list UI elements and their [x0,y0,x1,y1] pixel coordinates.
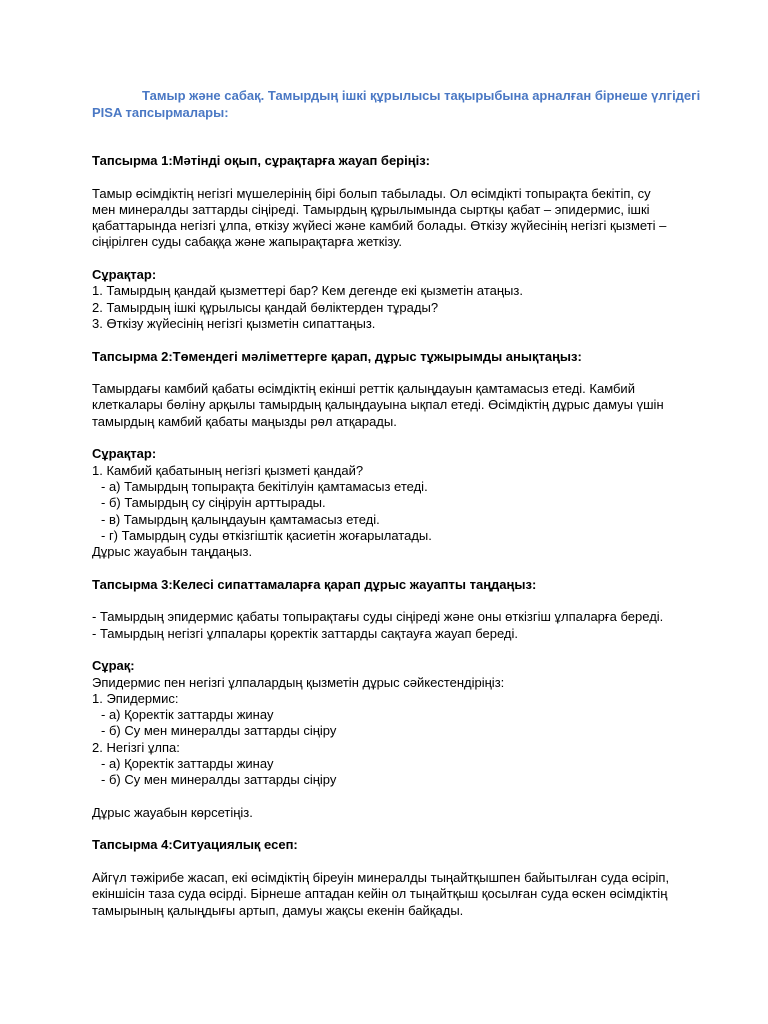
task4-heading: Тапсырма 4:Ситуациялық есеп: [92,837,298,853]
task1-text-line: мен минералды заттарды сіңіреді. Тамырдың құрылымында сыртқы қабат – эпидермис, ішкі [92,201,650,217]
task1-question: 1. Тамырдың қандай қызметтері бар? Кем дегенде екі қызметін атаңыз. [92,283,523,299]
task2-instruction: Дұрыс жауабын таңдаңыз. [92,544,253,560]
task2-questions-label: Сұрақтар: [92,446,157,462]
task4-text-line: тамырының қалыңдығы артып, дамуы жақсы екенін байқады. [92,902,464,918]
task3-statement: - Тамырдың эпидермис қабаты топырақтағы суды сіңіреді және оны өткізгіш ұлпаларға береді. [92,609,664,625]
task1-text-line: сіңірілген суды сабаққа және жапырақтарға жеткізу. [92,234,402,250]
task2-option: - а) Тамырдың топырақта бекітілуін қамтамасыз етеді. [101,478,428,494]
task1-question: 3. Өткізу жүйесінің негізгі қызметін сипаттаңыз. [92,315,376,331]
task2-option: - в) Тамырдың қалыңдауын қамтамасыз етеді. [101,511,380,527]
task1-heading: Тапсырма 1:Мәтінді оқып, сұрақтарға жауап беріңіз: [92,153,430,168]
task3-item1-option: - б) Су мен минералды заттарды сіңіру [101,723,337,739]
task1-text-line: қабаттарында негізгі ұлпа, өткізу жүйесі және камбий болады. Өткізу жүйесінің негізгі қызметі – [92,218,667,234]
title-line-2: PISA тапсырмалары: [92,105,229,120]
task3-item-2: 2. Негізгі ұлпа: [92,739,180,755]
task1-questions-label: Сұрақтар: [92,267,157,283]
document-body [92,153,692,919]
task3-item2-option: - б) Су мен минералды заттарды сіңіру [101,772,337,788]
task2-option: - г) Тамырдың суды өткізгіштік қасиетін жоғарылатады. [101,527,432,543]
title-line-1: Тамыр және сабақ. Тамырдың ішкі құрылысы тақырыбына арналған бірнеше үлгідегі [142,88,701,103]
task2-option: - б) Тамырдың су сіңіруін арттырады. [101,495,326,511]
task3-item2-option: - а) Қоректік заттарды жинау [101,755,274,771]
task2-question: 1. Камбий қабатының негізгі қызметі қандай? [92,462,364,478]
task1-text-line: Тамыр өсімдіктің негізгі мүшелерінің бірі болып табылады. Ол өсімдікті топырақта бекітіп, су [92,185,651,201]
task4-text-line: Айгүл тәжірибе жасап, екі өсімдіктің біреуін минералды тыңайтқышпен байытылған суда өсіріп, [92,870,670,886]
task3-question-label: Сұрақ: [92,658,135,674]
document-title [92,87,701,121]
task3-item1-option: - а) Қоректік заттарды жинау [101,707,274,723]
task4-text-line: екіншісін таза суда өсірді. Бірнеше аптадан кейін ол тыңайтқыш қосылған суда өскен өсімдіктің [92,886,668,902]
task1-question: 2. Тамырдың ішкі құрылысы қандай бөліктерден тұрады? [92,299,439,315]
task2-text-line: клеткалары бөліну арқылы тамырдың қалыңдауына ықпал етеді. Өсімдіктің дұрыс дамуы үшін [92,397,664,413]
task3-heading: Тапсырма 3:Келесі сипаттамаларға қарап дұрыс жауапты таңдаңыз: [92,576,537,592]
task2-text-line: тамырдың камбий қабаты маңызды рөл атқарады. [92,413,397,429]
task2-text-line: Тамырдағы камбий қабаты өсімдіктің екінші реттік қалыңдауын қамтамасыз етеді. Камбий [92,381,635,397]
task3-item-1: 1. Эпидермис: [92,690,179,706]
task3-statement: - Тамырдың негізгі ұлпалары қоректік заттарды сақтауға жауап береді. [92,625,518,641]
task2-heading: Тапсырма 2:Төмендегі мәліметтерге қарап, дұрыс тұжырымды анықтаңыз: [92,348,582,364]
task3-instruction: Дұрыс жауабын көрсетіңіз. [92,804,253,820]
task3-question: Эпидермис пен негізгі ұлпалардың қызметін дұрыс сәйкестендіріңіз: [92,674,505,690]
